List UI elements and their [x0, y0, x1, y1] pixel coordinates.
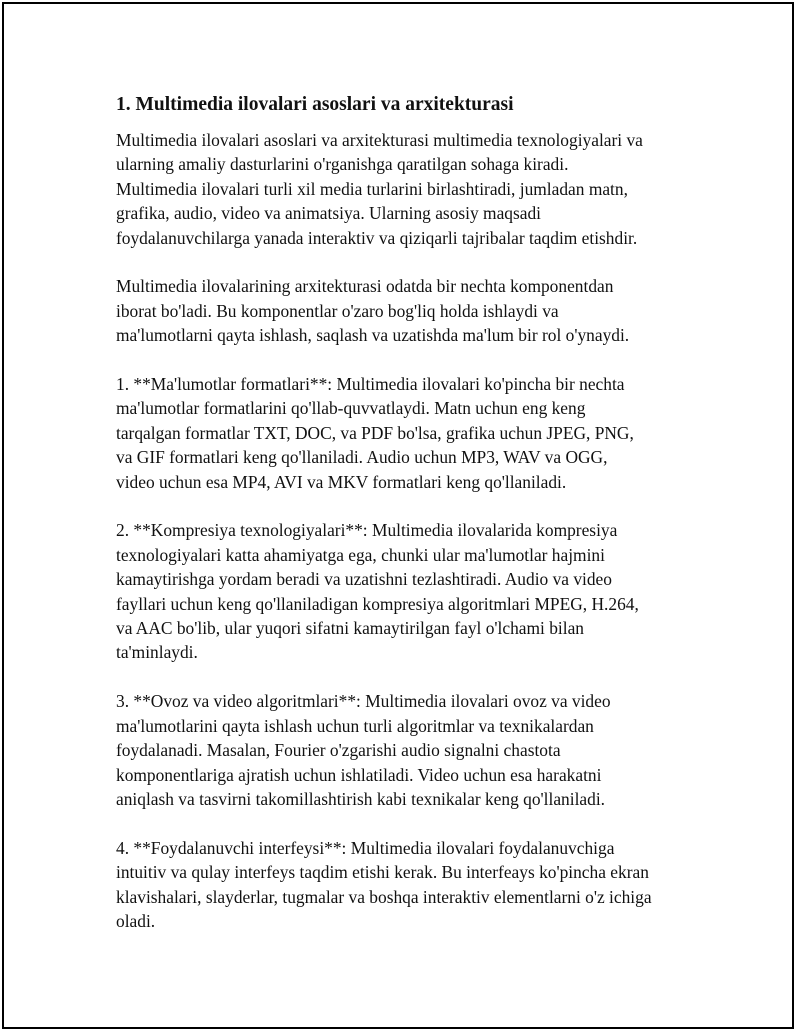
text-line: intuitiv va qulay interfeys taqdim etishi kerak. Bu interfeays ko'pincha ekran [116, 862, 649, 883]
text-line: 3. **Ovoz va video algoritmlari**: Multimedia ilovalari ovoz va video [116, 691, 611, 712]
section-heading: 1. Multimedia ilovalari asoslari va arxitekturasi [116, 94, 514, 115]
text-line: foydalanadi. Masalan, Fourier o'zgarishi audio signalni chastota [116, 740, 561, 761]
text-line: 4. **Foydalanuvchi interfeysi**: Multimedia ilovalari foydalanuvchiga [116, 837, 615, 858]
text-line: texnologiyalari katta ahamiyatga ega, chunki ular ma'lumotlar hajmini [116, 544, 605, 565]
text-line: aniqlash va tasvirni takomillashtirish kabi texnikalar keng qo'llaniladi. [116, 788, 605, 809]
text-line: klavishalari, slayderlar, tugmalar va boshqa interaktiv elementlarni o'z ichiga [116, 886, 652, 907]
text-line: tarqalgan formatlar TXT, DOC, va PDF bo'lsa, grafika uchun JPEG, PNG, [116, 422, 634, 443]
text-line: fayllari uchun keng qo'llaniladigan kompresiya algoritmlari MPEG, H.264, [116, 593, 639, 614]
text-line: grafika, audio, video va animatsiya. Ularning asosiy maqsadi [116, 203, 541, 224]
paragraph-user-interface [116, 836, 696, 934]
paragraph-data-formats [116, 372, 696, 494]
text-line: va AAC bo'lib, ular yuqori sifatni kamaytirilgan fayl o'lchami bilan [116, 618, 584, 639]
paragraph-compression [116, 518, 696, 664]
text-line: Multimedia ilovalarining arxitekturasi odatda bir nechta komponentdan [116, 276, 614, 297]
text-line: foydalanuvchilarga yanada interaktiv va qiziqarli tajribalar taqdim etishdir. [116, 227, 638, 248]
text-line: kamaytirishga yordam beradi va uzatishni tezlashtiradi. Audio va video [116, 569, 612, 590]
text-line: va GIF formatlari keng qo'llaniladi. Audio uchun MP3, WAV va OGG, [116, 447, 608, 468]
text-line: komponentlariga ajratish uchun ishlatiladi. Video uchun esa harakatni [116, 764, 602, 785]
text-line: 2. **Kompresiya texnologiyalari**: Multimedia ilovalarida kompresiya [116, 520, 618, 541]
text-line: ularning amaliy dasturlarini o'rganishga qaratilgan sohaga kiradi. [116, 154, 569, 175]
paragraph-algorithms [116, 689, 696, 811]
text-line: Multimedia ilovalari asoslari va arxitekturasi multimedia texnologiyalari va [116, 130, 643, 150]
text-line: Multimedia ilovalari turli xil media turlarini birlashtiradi, jumladan matn, [116, 178, 628, 199]
document-body [116, 92, 696, 958]
text-line: ma'lumotlarini qayta ishlash uchun turli algoritmlar va texnikalardan [116, 715, 594, 736]
text-line: iborat bo'ladi. Bu komponentlar o'zaro bog'liq holda ishlaydi va [116, 300, 559, 321]
paragraph-architecture [116, 274, 696, 347]
text-line: video uchun esa MP4, AVI va MKV formatlari keng qo'llaniladi. [116, 471, 567, 492]
text-line: ma'lumotlarni qayta ishlash, saqlash va uzatishda ma'lum bir rol o'ynaydi. [116, 325, 630, 346]
text-line: ta'minlaydi. [116, 642, 198, 663]
paragraph-intro [116, 128, 696, 250]
text-line: 1. **Ma'lumotlar formatlari**: Multimedia ilovalari ko'pincha bir nechta [116, 374, 625, 395]
text-line: ma'lumotlar formatlarini qo'llab-quvvatlaydi. Matn uchun eng keng [116, 398, 586, 419]
text-line: oladi. [116, 910, 156, 931]
